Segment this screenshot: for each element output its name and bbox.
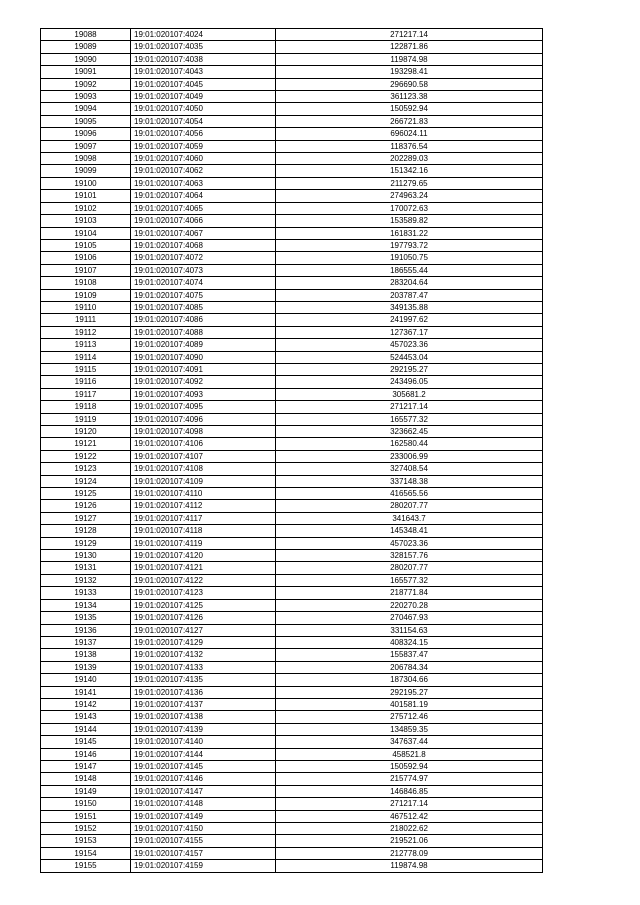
- table-row: [41, 177, 543, 189]
- value-cell: 274963.24: [276, 190, 543, 202]
- table-row: [41, 599, 543, 611]
- value-cell: 165577.32: [276, 574, 543, 586]
- value-cell: 145348.41: [276, 525, 543, 537]
- value-cell: 165577.32: [276, 413, 543, 425]
- cadastral-number-cell: 19:01:020107:4121: [131, 562, 276, 574]
- value-cell: 170072.63: [276, 202, 543, 214]
- value-cell: 212778.09: [276, 847, 543, 859]
- row-number-cell: 19111: [41, 314, 131, 326]
- table-row: [41, 463, 543, 475]
- value-cell: 151342.16: [276, 165, 543, 177]
- table-row: [41, 537, 543, 549]
- row-number-cell: 19155: [41, 860, 131, 872]
- cadastral-number-cell: 19:01:020107:4123: [131, 587, 276, 599]
- value-cell: 401581.19: [276, 698, 543, 710]
- value-cell: 215774.97: [276, 773, 543, 785]
- value-cell: 161831.22: [276, 227, 543, 239]
- row-number-cell: 19119: [41, 413, 131, 425]
- table-row: [41, 78, 543, 90]
- table-row: [41, 823, 543, 835]
- value-cell: 331154.63: [276, 624, 543, 636]
- table-row: [41, 525, 543, 537]
- table-row: [41, 698, 543, 710]
- table-row: [41, 339, 543, 351]
- table-row: [41, 401, 543, 413]
- cadastral-number-cell: 19:01:020107:4074: [131, 277, 276, 289]
- cadastral-number-cell: 19:01:020107:4149: [131, 810, 276, 822]
- table-row: [41, 376, 543, 388]
- table-row: [41, 252, 543, 264]
- value-cell: 280207.77: [276, 562, 543, 574]
- row-number-cell: 19120: [41, 426, 131, 438]
- row-number-cell: 19105: [41, 239, 131, 251]
- table-row: [41, 760, 543, 772]
- table-row: [41, 550, 543, 562]
- row-number-cell: 19124: [41, 475, 131, 487]
- cadastral-number-cell: 19:01:020107:4106: [131, 438, 276, 450]
- value-cell: 146846.85: [276, 785, 543, 797]
- table-row: [41, 215, 543, 227]
- table-row: [41, 624, 543, 636]
- table-row: [41, 115, 543, 127]
- table-row: [41, 351, 543, 363]
- value-cell: 218771.84: [276, 587, 543, 599]
- row-number-cell: 19141: [41, 686, 131, 698]
- table-row: [41, 388, 543, 400]
- value-cell: 271217.14: [276, 401, 543, 413]
- row-number-cell: 19132: [41, 574, 131, 586]
- cadastral-number-cell: 19:01:020107:4043: [131, 66, 276, 78]
- row-number-cell: 19127: [41, 512, 131, 524]
- row-number-cell: 19144: [41, 723, 131, 735]
- cadastral-number-cell: 19:01:020107:4049: [131, 91, 276, 103]
- row-number-cell: 19134: [41, 599, 131, 611]
- row-number-cell: 19117: [41, 388, 131, 400]
- table-row: [41, 103, 543, 115]
- cadastral-number-cell: 19:01:020107:4088: [131, 326, 276, 338]
- value-cell: 275712.46: [276, 711, 543, 723]
- table-row: [41, 277, 543, 289]
- table-row: [41, 798, 543, 810]
- cadastral-number-cell: 19:01:020107:4091: [131, 363, 276, 375]
- value-cell: 219521.06: [276, 835, 543, 847]
- value-cell: 211279.65: [276, 177, 543, 189]
- row-number-cell: 19131: [41, 562, 131, 574]
- cadastral-number-cell: 19:01:020107:4118: [131, 525, 276, 537]
- value-cell: 347637.44: [276, 736, 543, 748]
- table-row: [41, 488, 543, 500]
- cadastral-number-cell: 19:01:020107:4133: [131, 661, 276, 673]
- table-row: [41, 723, 543, 735]
- cadastral-number-cell: 19:01:020107:4098: [131, 426, 276, 438]
- table-row: [41, 239, 543, 251]
- row-number-cell: 19135: [41, 612, 131, 624]
- table-row: [41, 363, 543, 375]
- value-cell: 119874.98: [276, 860, 543, 872]
- cadastral-number-cell: 19:01:020107:4096: [131, 413, 276, 425]
- row-number-cell: 19115: [41, 363, 131, 375]
- value-cell: 233006.99: [276, 450, 543, 462]
- value-cell: 127367.17: [276, 326, 543, 338]
- row-number-cell: 19139: [41, 661, 131, 673]
- value-cell: 118376.54: [276, 140, 543, 152]
- row-number-cell: 19089: [41, 41, 131, 53]
- value-cell: 241997.62: [276, 314, 543, 326]
- value-cell: 220270.28: [276, 599, 543, 611]
- value-cell: 323662.45: [276, 426, 543, 438]
- value-cell: 467512.42: [276, 810, 543, 822]
- table-row: [41, 810, 543, 822]
- table-row: [41, 711, 543, 723]
- cadastral-number-cell: 19:01:020107:4045: [131, 78, 276, 90]
- row-number-cell: 19137: [41, 636, 131, 648]
- cadastral-number-cell: 19:01:020107:4108: [131, 463, 276, 475]
- row-number-cell: 19110: [41, 301, 131, 313]
- row-number-cell: 19095: [41, 115, 131, 127]
- cadastral-number-cell: 19:01:020107:4146: [131, 773, 276, 785]
- cadastral-number-cell: 19:01:020107:4089: [131, 339, 276, 351]
- data-table: [40, 28, 543, 873]
- row-number-cell: 19096: [41, 128, 131, 140]
- row-number-cell: 19130: [41, 550, 131, 562]
- cadastral-number-cell: 19:01:020107:4126: [131, 612, 276, 624]
- cadastral-number-cell: 19:01:020107:4086: [131, 314, 276, 326]
- table-row: [41, 748, 543, 760]
- row-number-cell: 19146: [41, 748, 131, 760]
- cadastral-number-cell: 19:01:020107:4136: [131, 686, 276, 698]
- table-row: [41, 426, 543, 438]
- row-number-cell: 19143: [41, 711, 131, 723]
- cadastral-number-cell: 19:01:020107:4147: [131, 785, 276, 797]
- table-body: [41, 29, 543, 873]
- cadastral-number-cell: 19:01:020107:4064: [131, 190, 276, 202]
- table-row: [41, 512, 543, 524]
- row-number-cell: 19151: [41, 810, 131, 822]
- row-number-cell: 19118: [41, 401, 131, 413]
- table-row: [41, 153, 543, 165]
- value-cell: 457023.36: [276, 537, 543, 549]
- value-cell: 266721.83: [276, 115, 543, 127]
- table-row: [41, 450, 543, 462]
- table-row: [41, 847, 543, 859]
- cadastral-number-cell: 19:01:020107:4122: [131, 574, 276, 586]
- value-cell: 197793.72: [276, 239, 543, 251]
- table-row: [41, 53, 543, 65]
- cadastral-number-cell: 19:01:020107:4155: [131, 835, 276, 847]
- cadastral-number-cell: 19:01:020107:4107: [131, 450, 276, 462]
- table-row: [41, 661, 543, 673]
- table-row: [41, 835, 543, 847]
- table-row: [41, 736, 543, 748]
- value-cell: 187304.66: [276, 674, 543, 686]
- cadastral-number-cell: 19:01:020107:4135: [131, 674, 276, 686]
- row-number-cell: 19148: [41, 773, 131, 785]
- row-number-cell: 19125: [41, 488, 131, 500]
- row-number-cell: 19101: [41, 190, 131, 202]
- table-row: [41, 612, 543, 624]
- cadastral-number-cell: 19:01:020107:4060: [131, 153, 276, 165]
- table-row: [41, 326, 543, 338]
- table-row: [41, 773, 543, 785]
- row-number-cell: 19108: [41, 277, 131, 289]
- cadastral-number-cell: 19:01:020107:4109: [131, 475, 276, 487]
- value-cell: 186555.44: [276, 264, 543, 276]
- value-cell: 203787.47: [276, 289, 543, 301]
- cadastral-number-cell: 19:01:020107:4117: [131, 512, 276, 524]
- cadastral-number-cell: 19:01:020107:4035: [131, 41, 276, 53]
- value-cell: 270467.93: [276, 612, 543, 624]
- cadastral-number-cell: 19:01:020107:4138: [131, 711, 276, 723]
- row-number-cell: 19140: [41, 674, 131, 686]
- cadastral-number-cell: 19:01:020107:4066: [131, 215, 276, 227]
- table-row: [41, 413, 543, 425]
- value-cell: 408324.15: [276, 636, 543, 648]
- row-number-cell: 19152: [41, 823, 131, 835]
- value-cell: 328157.76: [276, 550, 543, 562]
- cadastral-number-cell: 19:01:020107:4063: [131, 177, 276, 189]
- value-cell: 457023.36: [276, 339, 543, 351]
- cadastral-number-cell: 19:01:020107:4090: [131, 351, 276, 363]
- value-cell: 341643.7: [276, 512, 543, 524]
- row-number-cell: 19142: [41, 698, 131, 710]
- value-cell: 283204.64: [276, 277, 543, 289]
- table-row: [41, 686, 543, 698]
- value-cell: 155837.47: [276, 649, 543, 661]
- cadastral-number-cell: 19:01:020107:4159: [131, 860, 276, 872]
- cadastral-number-cell: 19:01:020107:4157: [131, 847, 276, 859]
- table-row: [41, 66, 543, 78]
- value-cell: 122871.86: [276, 41, 543, 53]
- value-cell: 292195.27: [276, 363, 543, 375]
- value-cell: 218022.62: [276, 823, 543, 835]
- value-cell: 150592.94: [276, 760, 543, 772]
- cadastral-number-cell: 19:01:020107:4093: [131, 388, 276, 400]
- table-row: [41, 587, 543, 599]
- table-row: [41, 128, 543, 140]
- cadastral-number-cell: 19:01:020107:4129: [131, 636, 276, 648]
- table-row: [41, 785, 543, 797]
- cadastral-number-cell: 19:01:020107:4085: [131, 301, 276, 313]
- value-cell: 524453.04: [276, 351, 543, 363]
- row-number-cell: 19123: [41, 463, 131, 475]
- table-row: [41, 574, 543, 586]
- row-number-cell: 19122: [41, 450, 131, 462]
- row-number-cell: 19112: [41, 326, 131, 338]
- cadastral-number-cell: 19:01:020107:4139: [131, 723, 276, 735]
- cadastral-number-cell: 19:01:020107:4059: [131, 140, 276, 152]
- cadastral-number-cell: 19:01:020107:4125: [131, 599, 276, 611]
- row-number-cell: 19116: [41, 376, 131, 388]
- cadastral-number-cell: 19:01:020107:4145: [131, 760, 276, 772]
- cadastral-number-cell: 19:01:020107:4140: [131, 736, 276, 748]
- row-number-cell: 19093: [41, 91, 131, 103]
- table-row: [41, 649, 543, 661]
- cadastral-number-cell: 19:01:020107:4065: [131, 202, 276, 214]
- row-number-cell: 19145: [41, 736, 131, 748]
- value-cell: 191050.75: [276, 252, 543, 264]
- cadastral-number-cell: 19:01:020107:4148: [131, 798, 276, 810]
- row-number-cell: 19104: [41, 227, 131, 239]
- cadastral-number-cell: 19:01:020107:4068: [131, 239, 276, 251]
- table-row: [41, 91, 543, 103]
- cadastral-number-cell: 19:01:020107:4112: [131, 500, 276, 512]
- value-cell: 458521.8: [276, 748, 543, 760]
- row-number-cell: 19121: [41, 438, 131, 450]
- table-row: [41, 289, 543, 301]
- cadastral-number-cell: 19:01:020107:4120: [131, 550, 276, 562]
- row-number-cell: 19103: [41, 215, 131, 227]
- value-cell: 337148.38: [276, 475, 543, 487]
- value-cell: 349135.88: [276, 301, 543, 313]
- table-row: [41, 500, 543, 512]
- value-cell: 271217.14: [276, 798, 543, 810]
- row-number-cell: 19114: [41, 351, 131, 363]
- value-cell: 206784.34: [276, 661, 543, 673]
- row-number-cell: 19133: [41, 587, 131, 599]
- value-cell: 416565.56: [276, 488, 543, 500]
- value-cell: 361123.38: [276, 91, 543, 103]
- row-number-cell: 19138: [41, 649, 131, 661]
- value-cell: 271217.14: [276, 29, 543, 41]
- row-number-cell: 19094: [41, 103, 131, 115]
- row-number-cell: 19147: [41, 760, 131, 772]
- cadastral-number-cell: 19:01:020107:4073: [131, 264, 276, 276]
- row-number-cell: 19102: [41, 202, 131, 214]
- cadastral-number-cell: 19:01:020107:4038: [131, 53, 276, 65]
- value-cell: 305681.2: [276, 388, 543, 400]
- cadastral-number-cell: 19:01:020107:4127: [131, 624, 276, 636]
- value-cell: 153589.82: [276, 215, 543, 227]
- cadastral-number-cell: 19:01:020107:4062: [131, 165, 276, 177]
- value-cell: 202289.03: [276, 153, 543, 165]
- table-row: [41, 165, 543, 177]
- row-number-cell: 19149: [41, 785, 131, 797]
- row-number-cell: 19098: [41, 153, 131, 165]
- table-row: [41, 562, 543, 574]
- cadastral-number-cell: 19:01:020107:4144: [131, 748, 276, 760]
- table-row: [41, 674, 543, 686]
- table-row: [41, 227, 543, 239]
- cadastral-number-cell: 19:01:020107:4119: [131, 537, 276, 549]
- value-cell: 119874.98: [276, 53, 543, 65]
- cadastral-number-cell: 19:01:020107:4024: [131, 29, 276, 41]
- row-number-cell: 19109: [41, 289, 131, 301]
- row-number-cell: 19107: [41, 264, 131, 276]
- table-row: [41, 29, 543, 41]
- value-cell: 134859.35: [276, 723, 543, 735]
- row-number-cell: 19129: [41, 537, 131, 549]
- cadastral-number-cell: 19:01:020107:4110: [131, 488, 276, 500]
- cadastral-number-cell: 19:01:020107:4054: [131, 115, 276, 127]
- row-number-cell: 19106: [41, 252, 131, 264]
- cadastral-number-cell: 19:01:020107:4150: [131, 823, 276, 835]
- row-number-cell: 19153: [41, 835, 131, 847]
- cadastral-number-cell: 19:01:020107:4067: [131, 227, 276, 239]
- value-cell: 162580.44: [276, 438, 543, 450]
- row-number-cell: 19136: [41, 624, 131, 636]
- value-cell: 296690.58: [276, 78, 543, 90]
- value-cell: 696024.11: [276, 128, 543, 140]
- row-number-cell: 19113: [41, 339, 131, 351]
- table-row: [41, 438, 543, 450]
- table-row: [41, 301, 543, 313]
- row-number-cell: 19099: [41, 165, 131, 177]
- row-number-cell: 19154: [41, 847, 131, 859]
- row-number-cell: 19097: [41, 140, 131, 152]
- table-row: [41, 636, 543, 648]
- value-cell: 292195.27: [276, 686, 543, 698]
- row-number-cell: 19091: [41, 66, 131, 78]
- cadastral-number-cell: 19:01:020107:4137: [131, 698, 276, 710]
- cadastral-number-cell: 19:01:020107:4092: [131, 376, 276, 388]
- table-row: [41, 202, 543, 214]
- cadastral-number-cell: 19:01:020107:4072: [131, 252, 276, 264]
- value-cell: 150592.94: [276, 103, 543, 115]
- row-number-cell: 19128: [41, 525, 131, 537]
- table-row: [41, 314, 543, 326]
- cadastral-number-cell: 19:01:020107:4132: [131, 649, 276, 661]
- table-row: [41, 41, 543, 53]
- row-number-cell: 19126: [41, 500, 131, 512]
- cadastral-number-cell: 19:01:020107:4095: [131, 401, 276, 413]
- value-cell: 280207.77: [276, 500, 543, 512]
- cadastral-number-cell: 19:01:020107:4056: [131, 128, 276, 140]
- row-number-cell: 19150: [41, 798, 131, 810]
- row-number-cell: 19088: [41, 29, 131, 41]
- value-cell: 193298.41: [276, 66, 543, 78]
- table-row: [41, 140, 543, 152]
- cadastral-number-cell: 19:01:020107:4075: [131, 289, 276, 301]
- table-row: [41, 190, 543, 202]
- table-row: [41, 264, 543, 276]
- row-number-cell: 19090: [41, 53, 131, 65]
- cadastral-number-cell: 19:01:020107:4050: [131, 103, 276, 115]
- value-cell: 327408.54: [276, 463, 543, 475]
- row-number-cell: 19100: [41, 177, 131, 189]
- table-row: [41, 475, 543, 487]
- row-number-cell: 19092: [41, 78, 131, 90]
- table-row: [41, 860, 543, 872]
- value-cell: 243496.05: [276, 376, 543, 388]
